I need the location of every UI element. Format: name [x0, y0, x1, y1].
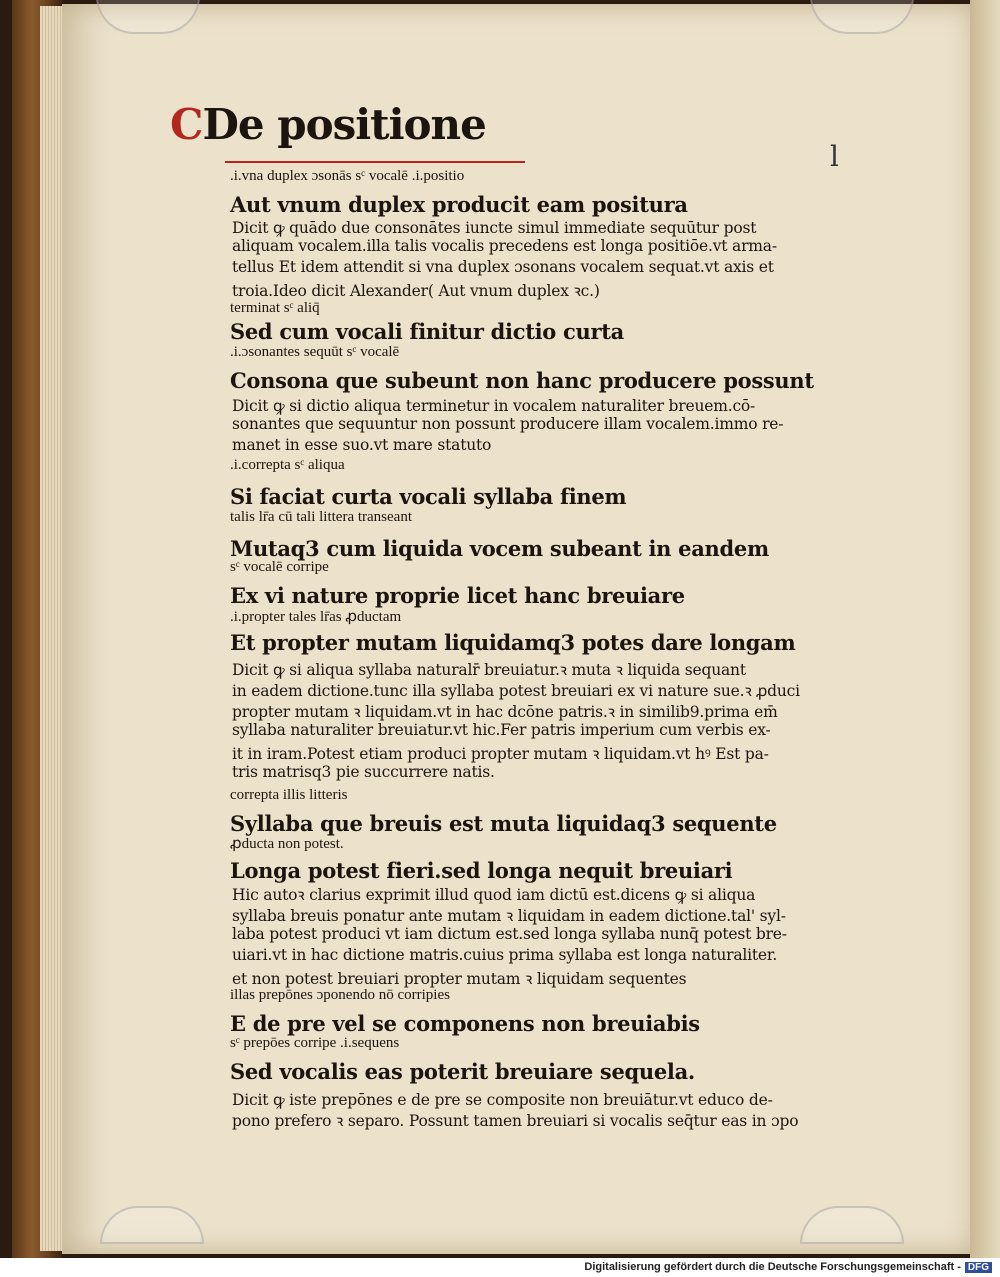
gloss-line: .i.vna duplex ɔsonās sᶜ vocalē .i.positio — [230, 168, 465, 184]
verse-line: Longa potest fieri.sed longa nequit breuiari — [230, 858, 733, 883]
commentary-line: Hic autoꝛ clarius exprimit illud quod iam dictū est.dicens ꝙ si aliqua — [232, 886, 756, 904]
facing-page-edge — [970, 0, 1000, 1258]
commentary-line: aliquam vocalem.illa talis vocalis precedens est longa positiōe.vt arma- — [232, 237, 777, 255]
gloss-line: illas prepōnes ɔponendo nō corripies — [230, 987, 450, 1003]
commentary-line: sonantes que sequuntur non possunt producere illam vocalem.immo re- — [232, 415, 784, 433]
commentary-line: Dicit ꝙ si aliqua syllaba naturalr̄ breuiatur.ꝛ muta ꝛ liquida sequant — [232, 661, 746, 679]
verse-line: Sed cum vocali finitur dictio curta — [230, 319, 624, 344]
commentary-line: Dicit ꝙ si dictio aliqua terminetur in vocalem naturaliter breuem.cō- — [232, 397, 756, 415]
dfg-logo: DFG — [965, 1262, 992, 1273]
verse-line: Sed vocalis eas poterit breuiare sequela. — [230, 1059, 695, 1084]
verse-line: Ex vi nature proprie licet hanc breuiare — [230, 583, 685, 608]
gloss-line: terminat sᶜ aliq̄ — [230, 300, 320, 316]
verse-line: Syllaba que breuis est muta liquidaq3 sequente — [230, 811, 777, 836]
side-mark: l — [830, 140, 839, 173]
commentary-line: troia.Ideo dicit Alexander( Aut vnum duplex ꝛc.) — [232, 282, 600, 300]
commentary-line: syllaba breuis ponatur ante mutam ꝛ liquidam in eadem dictione.tal' syl- — [232, 907, 786, 925]
commentary-line: laba potest produci vt iam dictum est.sed longa syllaba nunq̄ potest bre- — [232, 925, 787, 943]
commentary-line: tellus Et idem attendit si vna duplex ɔsonans vocalem sequat.vt axis et — [232, 258, 774, 276]
commentary-line: uiari.vt in hac dictione matris.cuius prima syllaba est longa naturaliter. — [232, 946, 778, 964]
verse-line: E de pre vel se componens non breuiabis — [230, 1011, 700, 1036]
gloss-line: ꝓducta non potest. — [230, 836, 344, 852]
commentary-line: pono prefero ꝛ separo. Possunt tamen breuiari si vocalis seq̄tur eas in ɔpo — [232, 1112, 799, 1130]
gloss-line: talis lr̄a cū tali littera transeant — [230, 509, 413, 525]
commentary-line: it in iram.Potest etiam produci propter mutam ꝛ liquidam.vt hꝰ Est pa- — [232, 745, 769, 763]
gloss-line: .i.correpta sᶜ aliqua — [230, 457, 345, 473]
page-title — [170, 100, 486, 149]
footer-text: Digitalisierung gefördert durch die Deutsche Forschungsgemeinschaft - — [584, 1261, 961, 1273]
gloss-line: .i.ɔsonantes sequūt sᶜ vocalē — [230, 344, 400, 360]
gloss-line: correpta illis litteris — [230, 787, 348, 803]
commentary-line: Dicit ꝙ quādo due consonātes iuncte simul immediate sequūtur post — [232, 219, 757, 237]
commentary-line: tris matrisq3 pie succurrere natis. — [232, 763, 495, 781]
commentary-line: et non potest breuiari propter mutam ꝛ liquidam sequentes — [232, 970, 687, 988]
verse-line: Et propter mutam liquidamq3 potes dare longam — [230, 630, 796, 655]
verse-line: Si faciat curta vocali syllaba finem — [230, 484, 627, 509]
commentary-line: Dicit ꝙ iste prepōnes e de pre se composite non breuiātur.vt educo de- — [232, 1091, 773, 1109]
title-rule — [225, 161, 525, 163]
gloss-line: sᶜ vocalē corripe — [230, 559, 329, 575]
gloss-line: sᶜ prepōes corripe .i.sequens — [230, 1035, 400, 1051]
commentary-line: propter mutam ꝛ liquidam.vt in hac dcōne patris.ꝛ in similib9.prima em̄ — [232, 703, 778, 721]
commentary-line: in eadem dictione.tunc illa syllaba potest breuiari ex vi nature sue.ꝛ ꝓduci — [232, 682, 800, 700]
commentary-line: syllaba naturaliter breuiatur.vt hic.Fer patris imperium cum verbis ex- — [232, 721, 771, 739]
verse-line: Consona que subeunt non hanc producere possunt — [230, 368, 814, 393]
commentary-line: manet in esse suo.vt mare statuto — [232, 436, 492, 454]
verse-line: Aut vnum duplex producit eam positura — [230, 192, 688, 217]
verse-line: Mutaq3 cum liquida vocem subeant in eandem — [230, 536, 769, 561]
gloss-line: .i.propter tales lr̄as ꝓductam — [230, 609, 402, 625]
title-initial: C — [170, 100, 203, 149]
footer — [0, 1258, 1000, 1277]
title-text: De positione — [202, 100, 486, 149]
